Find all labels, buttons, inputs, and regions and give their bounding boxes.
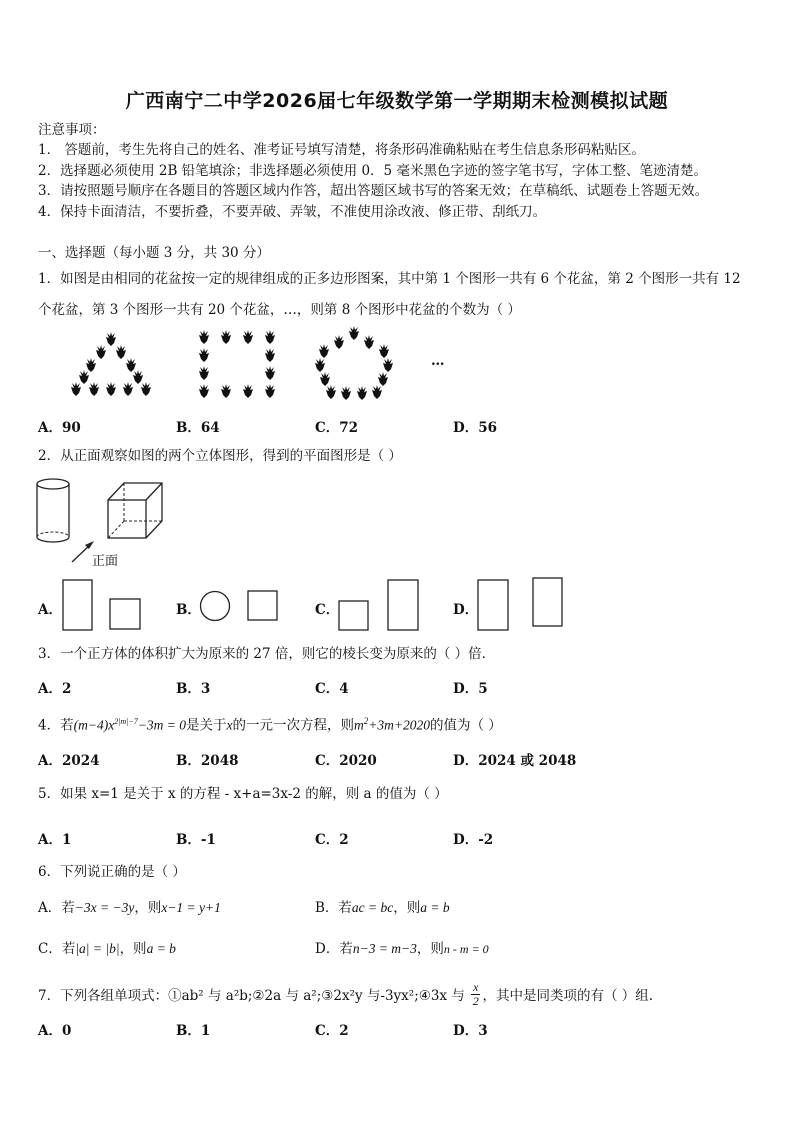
notice-item-2: 2．选择题必须使用 2B 铅笔填涂；非选择题必须使用 0．5 毫米黑色字迹的签字笔书写，字体工整、笔迹清楚。 [38, 163, 707, 179]
q6-b-prefix: B．若 [315, 900, 352, 916]
q7-text: 7．下列各组单项式：①ab² 与 a²b;②2a 与 a²;③2x²y 与-3yx²;④3x 与 [38, 988, 465, 1004]
q1-line2: 个花盆，第 3 个图形一共有 20 个花盆，…，则第 8 个图形中花盆的个数为（ ） [38, 302, 521, 318]
q4-variable: x [226, 717, 233, 733]
notice-item-3: 3．请按照题号顺序在各题目的答题区域内作答，超出答题区域书写的答案无效；在草稿纸、试题卷上答题无效。 [38, 183, 709, 199]
q1-option-b[interactable]: B．64 [176, 420, 220, 436]
q4-stem [38, 712, 502, 735]
q6-d-mid: ，则 [416, 941, 444, 957]
q6-c-mid: ，则 [119, 941, 147, 957]
option-d-shapes [478, 578, 562, 630]
q4-equation-exponent: 2|m|−7 [114, 717, 138, 726]
q6-d-conclusion: n - m = 0 [443, 942, 489, 956]
q7-option-b[interactable]: B．1 [176, 1023, 211, 1039]
q4-expression-rest: +3m+2020 [368, 717, 430, 733]
q7-stem [38, 980, 654, 1010]
q4-equation-rest: −3m = 0 [137, 717, 186, 733]
q6-stem: 6．下列说正确的是（ ） [38, 864, 186, 880]
option-a-shapes [63, 580, 140, 630]
q2-option-b[interactable]: B． [176, 602, 201, 618]
q7-fraction [471, 981, 480, 1008]
q4-option-b[interactable]: B．2048 [176, 753, 239, 769]
q6-option-b[interactable] [315, 899, 450, 917]
front-label: 正面 [92, 554, 119, 569]
q6-a-mid: ，则 [134, 900, 162, 916]
q2-option-a[interactable]: A． [38, 602, 62, 618]
q6-c-conclusion: a = b [146, 941, 176, 956]
q7-fraction-denominator: 2 [472, 994, 479, 1008]
q5-option-b[interactable]: B．-1 [176, 832, 216, 848]
q4-option-a[interactable]: A．2024 [38, 753, 100, 769]
q6-d-premise: n−3 = m−3 [352, 941, 417, 956]
q1-option-c[interactable]: C．72 [315, 420, 359, 436]
q5-option-d[interactable]: D．-2 [453, 832, 494, 848]
q1-ellipsis: … [431, 353, 445, 369]
notice-item-1: 1． 答题前，考生先将自己的姓名、准考证号填写清楚，将条形码准确粘贴在考生信息条形码粘贴区。 [38, 142, 645, 158]
q2-option-d[interactable]: D． [453, 602, 479, 618]
q4-equation-base: (m−4)x [73, 717, 115, 733]
option-c-shapes [339, 580, 418, 630]
q6-option-d[interactable] [315, 940, 489, 958]
q4-suffix: 的值为（ ） [429, 717, 502, 734]
q2-stem: 2．从正面观察如图的两个立体图形，得到的平面图形是（ ） [38, 448, 402, 464]
notice-heading: 注意事项： [38, 122, 106, 138]
q1-option-d[interactable]: D．56 [453, 420, 497, 436]
q6-option-c[interactable] [38, 940, 176, 958]
q3-stem: 3．一个正方体的体积扩大为原来的 27 倍，则它的棱长变为原来的（ ）倍． [38, 646, 496, 662]
q2-option-c[interactable]: C． [315, 602, 340, 618]
q3-option-a[interactable]: A．2 [38, 681, 72, 697]
q5-stem: 5．如果 x=1 是关于 x 的方程 - x+a=3x-2 的解，则 a 的值为（ ） [38, 786, 448, 802]
q6-option-a[interactable] [38, 899, 221, 917]
q4-prefix: 4．若 [38, 717, 74, 734]
q6-b-premise: ac = bc [351, 900, 394, 915]
q3-option-c[interactable]: C．4 [315, 681, 349, 697]
q7-option-d[interactable]: D．3 [453, 1023, 488, 1039]
q7-suffix: ，其中是同类项的有（ ）组. [482, 988, 654, 1004]
q7-option-a[interactable]: A．0 [38, 1023, 72, 1039]
q4-expression-exponent: 2 [363, 716, 369, 726]
notice-item-4: 4．保持卡面清洁，不要折叠，不要弄破、弄皱，不准使用涂改液、修正带、刮纸刀。 [38, 204, 547, 220]
q6-d-prefix: D．若 [315, 941, 353, 957]
option-b-shapes [201, 591, 278, 621]
q6-c-premise: |a| = |b| [75, 941, 120, 956]
q4-mid: 是关于 [186, 717, 227, 734]
q6-c-prefix: C．若 [38, 941, 76, 957]
q1-line1: 1．如图是由相同的花盆按一定的规律组成的正多边形图案，其中第 1 个图形一共有 6 个花盆，第 2 个图形一共有 12 [38, 271, 741, 287]
q4-expression-base: m [354, 717, 364, 733]
q6-a-prefix: A．若 [38, 900, 75, 916]
q5-option-c[interactable]: C．2 [315, 832, 349, 848]
q3-option-d[interactable]: D．5 [453, 681, 488, 697]
q3-option-b[interactable]: B．3 [176, 681, 211, 697]
q1-option-a[interactable]: A．90 [38, 420, 81, 436]
page-title: 广西南宁二中学2026届七年级数学第一学期期末检测模拟试题 [125, 90, 669, 112]
q6-a-premise: −3x = −3y [74, 900, 135, 915]
q6-a-conclusion: x−1 = y+1 [161, 900, 221, 915]
q7-fraction-numerator: x [473, 980, 479, 994]
q4-option-d[interactable]: D．2024 或 2048 [453, 753, 577, 769]
q6-b-mid: ，则 [393, 900, 421, 916]
q4-option-c[interactable]: C．2020 [315, 753, 377, 769]
q4-mid2: 的一元一次方程，则 [232, 717, 354, 734]
section-heading: 一、选择题（每小题 3 分，共 30 分） [38, 245, 270, 261]
q5-option-a[interactable]: A．1 [38, 832, 72, 848]
q7-option-c[interactable]: C．2 [315, 1023, 349, 1039]
q6-b-conclusion: a = b [420, 900, 450, 915]
